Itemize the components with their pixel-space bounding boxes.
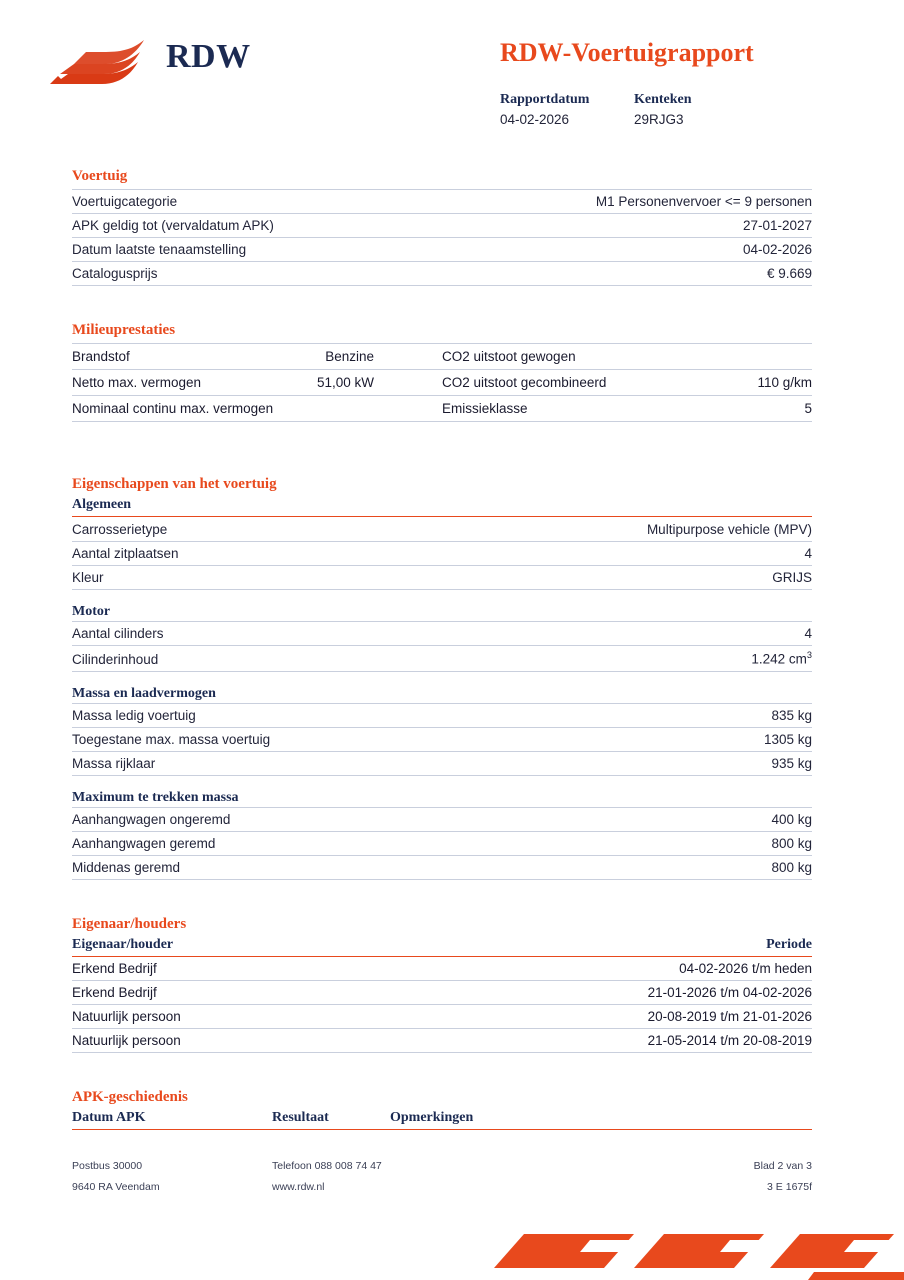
mass-table	[72, 703, 812, 776]
table-row	[72, 855, 812, 879]
row-label: Massa rijklaar	[72, 751, 668, 775]
report-meta	[500, 92, 768, 127]
licence-plate-block	[634, 92, 768, 127]
section-environment-title: Milieuprestaties	[72, 322, 176, 338]
table-row	[72, 214, 812, 238]
row-value: GRIJS	[362, 566, 812, 590]
footer-page-number: Blad 2 van 3	[753, 1160, 812, 1172]
owner-name: Erkend Bedrijf	[72, 980, 367, 1004]
row-value: 04-02-2026	[429, 238, 812, 262]
row-label: Datum laatste tenaamstelling	[72, 238, 429, 262]
table-row	[72, 727, 812, 751]
row-value-superscript: 3	[806, 650, 812, 660]
row-value: 835 kg	[668, 703, 812, 727]
owner-period: 21-05-2014 t/m 20-08-2019	[367, 1028, 812, 1052]
rdw-arrow-logo-icon	[48, 32, 158, 92]
section-environment	[72, 322, 812, 422]
row-label: Catalogusprijs	[72, 262, 429, 286]
licence-plate-label: Kenteken	[634, 92, 692, 107]
table-row	[72, 956, 812, 980]
section-properties-title: Eigenschappen van het voertuig	[72, 476, 277, 492]
section-vehicle	[72, 168, 812, 286]
report-date-label: Rapportdatum	[500, 92, 590, 107]
footer-address-line1: Postbus 30000	[72, 1160, 143, 1172]
document-footer	[72, 1160, 812, 1202]
table-row	[72, 831, 812, 855]
footer-decorative-stripes-icon	[484, 1210, 904, 1280]
row-value: 4	[517, 622, 812, 646]
owner-period: 04-02-2026 t/m heden	[367, 956, 812, 980]
table-row	[72, 646, 812, 672]
table-header-row	[72, 1110, 812, 1130]
footer-website[interactable]: www.rdw.nl	[272, 1181, 325, 1193]
table-row	[72, 703, 812, 727]
row-label: Aantal cilinders	[72, 622, 517, 646]
general-table	[72, 518, 812, 590]
row-value: 4	[362, 542, 812, 566]
row-label: APK geldig tot (vervaldatum APK)	[72, 214, 429, 238]
report-date-value: 04-02-2026	[500, 112, 570, 127]
section-owners	[72, 916, 812, 1053]
row-value: 800 kg	[661, 855, 812, 879]
row-value: M1 Personenvervoer <= 9 personen	[429, 190, 812, 214]
table-row	[72, 980, 812, 1004]
towing-table	[72, 807, 812, 880]
row-value-left	[282, 396, 442, 422]
row-value-left: Benzine	[282, 344, 442, 370]
row-value: Multipurpose vehicle (MPV)	[362, 518, 812, 542]
row-label: Aanhangwagen ongeremd	[72, 807, 661, 831]
table-row	[72, 1004, 812, 1028]
page-title: RDW-Voertuigrapport	[500, 38, 754, 67]
owner-name: Erkend Bedrijf	[72, 956, 367, 980]
table-row	[72, 566, 812, 590]
row-label: Voertuigcategorie	[72, 190, 429, 214]
table-row	[72, 238, 812, 262]
table-row	[72, 190, 812, 214]
row-value	[517, 646, 812, 672]
row-value-right: 5	[652, 396, 812, 422]
table-row	[72, 370, 812, 396]
row-label-left: Netto max. vermogen	[72, 370, 282, 396]
row-label: Massa ledig voertuig	[72, 703, 668, 727]
row-value: 935 kg	[668, 751, 812, 775]
table-row	[72, 1028, 812, 1052]
table-row	[72, 518, 812, 542]
row-label: Aanhangwagen geremd	[72, 831, 661, 855]
licence-plate-value: 29RJG3	[634, 112, 684, 127]
row-label: Cilinderinhoud	[72, 646, 517, 672]
footer-doc-code: 3 E 1675f	[767, 1181, 812, 1193]
section-properties	[72, 476, 812, 880]
row-value-text: 1.242 cm	[751, 651, 807, 667]
row-value-right: 110 g/km	[652, 370, 812, 396]
table-row	[72, 807, 812, 831]
row-label-right: Emissieklasse	[442, 396, 652, 422]
subsection-general-title: Algemeen	[72, 497, 812, 517]
row-label: Toegestane max. massa voertuig	[72, 727, 668, 751]
row-label-left: Nominaal continu max. vermogen	[72, 396, 282, 422]
owners-col-period: Periode	[367, 937, 812, 957]
row-value: € 9.669	[429, 262, 812, 286]
row-value-left: 51,00 kW	[282, 370, 442, 396]
row-value: 800 kg	[661, 831, 812, 855]
document-header	[0, 0, 904, 150]
footer-address-line2: 9640 RA Veendam	[72, 1181, 160, 1193]
environment-table	[72, 343, 812, 422]
report-date-block	[500, 92, 634, 127]
section-vehicle-title: Voertuig	[72, 168, 128, 184]
engine-table	[72, 621, 812, 672]
rdw-wordmark: RDW	[166, 38, 251, 75]
row-label-right: CO2 uitstoot gecombineerd	[442, 370, 652, 396]
row-value-right	[652, 344, 812, 370]
apk-col-remarks: Opmerkingen	[390, 1110, 812, 1130]
row-value: 27-01-2027	[429, 214, 812, 238]
vehicle-table	[72, 189, 812, 286]
table-row	[72, 751, 812, 775]
document-body	[72, 168, 812, 1136]
table-row	[72, 542, 812, 566]
apk-col-date: Datum APK	[72, 1110, 272, 1130]
row-label: Aantal zitplaatsen	[72, 542, 362, 566]
row-value: 1305 kg	[668, 727, 812, 751]
apk-col-result: Resultaat	[272, 1110, 390, 1130]
subsection-mass-title: Massa en laadvermogen	[72, 685, 216, 701]
owner-period: 21-01-2026 t/m 04-02-2026	[367, 980, 812, 1004]
footer-phone: Telefoon 088 008 74 47	[272, 1160, 382, 1172]
owner-period: 20-08-2019 t/m 21-01-2026	[367, 1004, 812, 1028]
subsection-towing-title: Maximum te trekken massa	[72, 789, 239, 805]
owner-name: Natuurlijk persoon	[72, 1004, 367, 1028]
rdw-logo	[48, 26, 308, 96]
row-label: Kleur	[72, 566, 362, 590]
section-apk-history-title: APK-geschiedenis	[72, 1088, 188, 1105]
section-owners-title: Eigenaar/houders	[72, 915, 187, 932]
apk-history-table	[72, 1110, 812, 1130]
owner-name: Natuurlijk persoon	[72, 1028, 367, 1052]
row-label-right: CO2 uitstoot gewogen	[442, 344, 652, 370]
subsection-engine-title: Motor	[72, 604, 111, 619]
owners-col-owner: Eigenaar/houder	[72, 937, 367, 957]
table-row	[72, 344, 812, 370]
section-apk-history	[72, 1089, 812, 1130]
row-value: 400 kg	[661, 807, 812, 831]
row-label-left: Brandstof	[72, 344, 282, 370]
table-row	[72, 622, 812, 646]
row-label: Carrosserietype	[72, 518, 362, 542]
table-row	[72, 396, 812, 422]
owners-table	[72, 937, 812, 1053]
row-label: Middenas geremd	[72, 855, 661, 879]
table-header-row	[72, 937, 812, 957]
table-row	[72, 262, 812, 286]
